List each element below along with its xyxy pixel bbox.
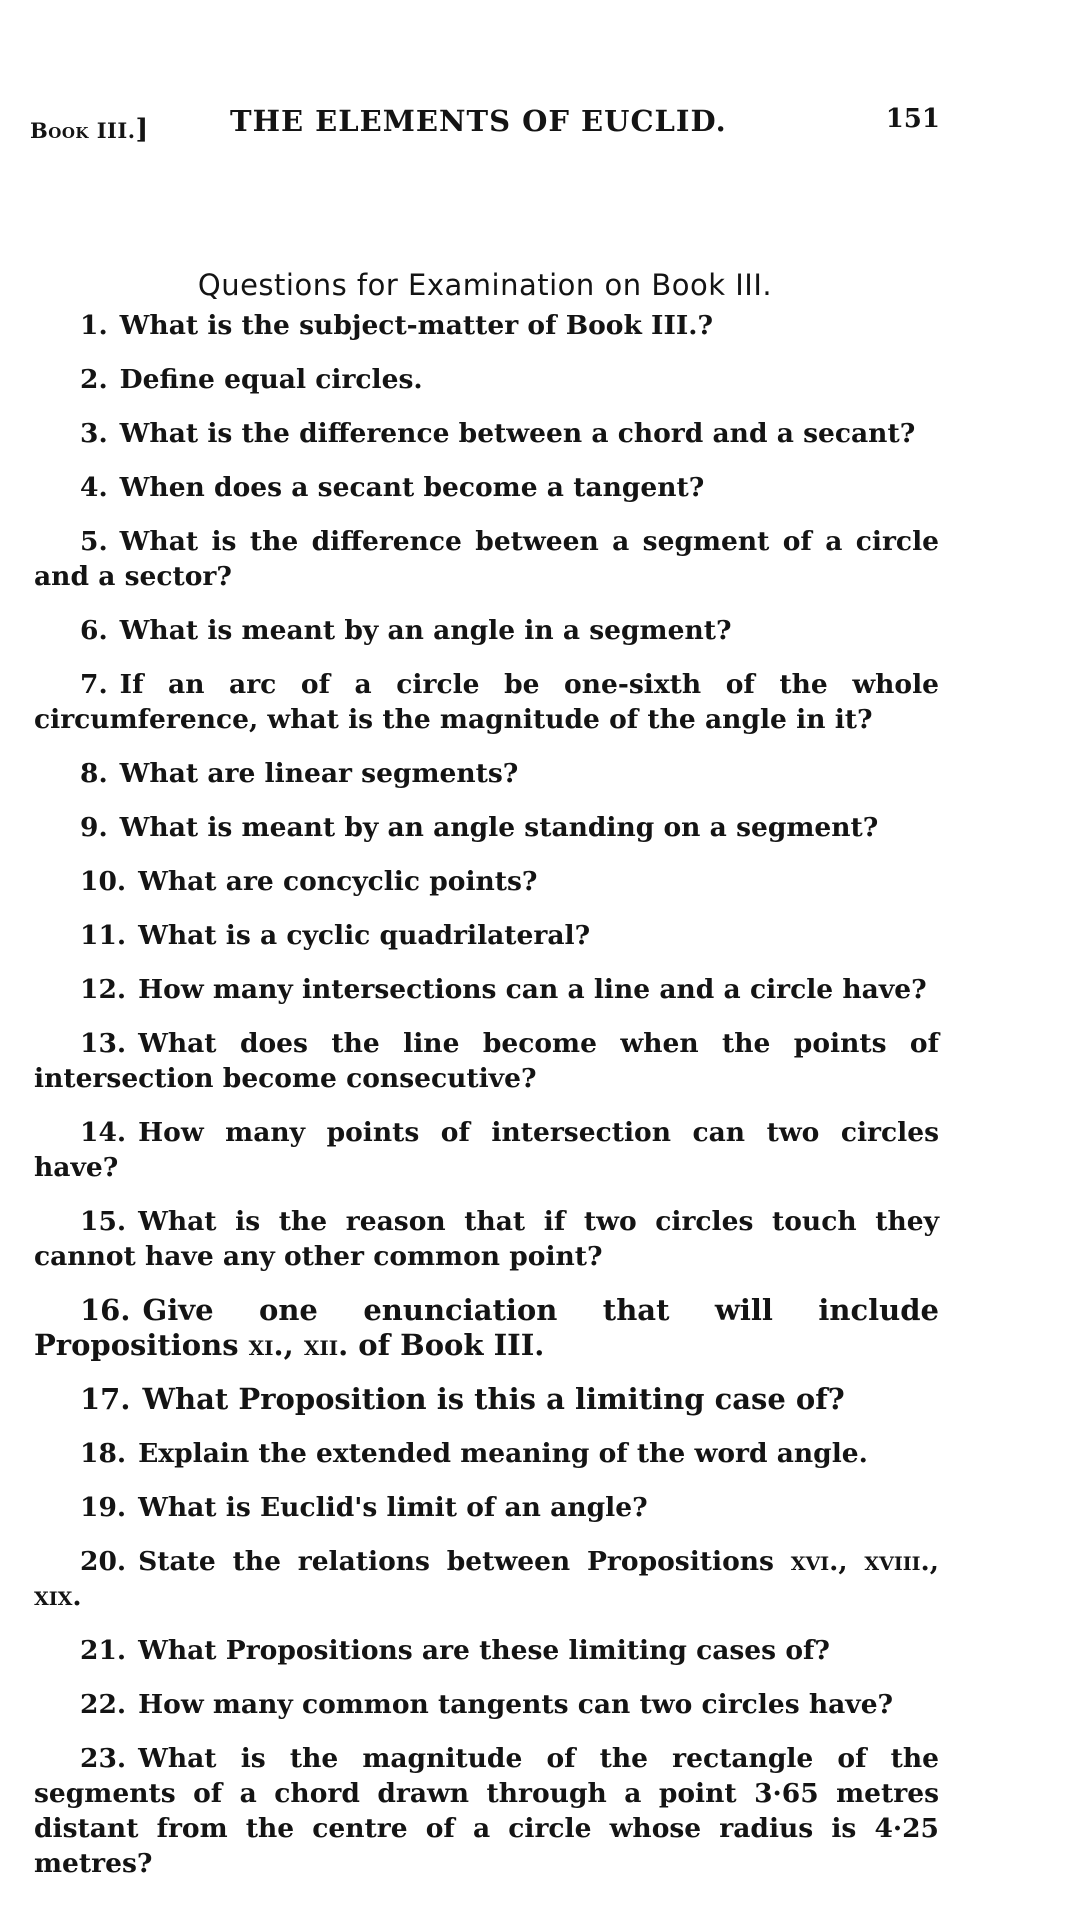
question-item xyxy=(34,1544,939,1614)
question-text: What Proposition is this a limiting case of? xyxy=(142,1382,845,1416)
question-text: What are linear segments? xyxy=(119,758,519,789)
question-item xyxy=(34,1490,939,1525)
proposition-ref: xvi. xyxy=(790,1546,839,1577)
question-item xyxy=(34,613,939,648)
question-text: , xyxy=(838,1546,865,1577)
question-number: 23. xyxy=(80,1743,127,1774)
question-item xyxy=(34,1633,939,1668)
question-item xyxy=(34,1687,939,1722)
question-number: 8. xyxy=(80,758,108,789)
proposition-ref: xi. xyxy=(248,1328,284,1362)
question-number: 18. xyxy=(80,1438,127,1469)
question-number: 11. xyxy=(80,920,127,951)
page-number: 151 xyxy=(885,104,940,134)
proposition-ref: xviii. xyxy=(864,1546,930,1577)
question-item xyxy=(34,972,939,1007)
question-text: , xyxy=(929,1546,940,1577)
section-heading: Questions for Examination on Book III. xyxy=(197,268,773,303)
question-text: State the relations between Propositions xyxy=(138,1546,791,1577)
question-item xyxy=(34,362,939,397)
question-text: If an arc of a circle be one-sixth of the whole circumference, what is the magnitude of the angle in it? xyxy=(34,669,939,735)
book-reference-text: Book III. xyxy=(30,118,136,143)
question-number: 22. xyxy=(80,1689,127,1720)
question-number: 13. xyxy=(80,1028,127,1059)
question-item xyxy=(34,1436,939,1471)
question-text: What is a cyclic quadrilateral? xyxy=(138,920,591,951)
book-reference-bracket: ] xyxy=(135,114,149,145)
question-item xyxy=(34,416,939,451)
question-number: 2. xyxy=(80,364,108,395)
question-number: 1. xyxy=(80,310,108,341)
question-text: How many points of intersection can two circles have? xyxy=(34,1117,939,1183)
question-item xyxy=(34,1115,939,1185)
question-text: When does a secant become a tangent? xyxy=(119,472,705,503)
question-text: Define equal circles. xyxy=(119,364,423,395)
question-text: What is meant by an angle in a segment? xyxy=(119,615,732,646)
question-text: What does the line become when the points of intersection become consecutive? xyxy=(34,1028,939,1094)
question-number: 15. xyxy=(80,1206,127,1237)
question-item xyxy=(34,756,939,791)
question-item xyxy=(34,524,939,594)
question-number: 10. xyxy=(80,866,127,897)
question-number: 9. xyxy=(80,812,108,843)
question-text: How many common tangents can two circles have? xyxy=(138,1689,894,1720)
running-title: THE ELEMENTS OF EUCLID. xyxy=(230,104,727,138)
question-item xyxy=(34,1293,939,1363)
question-item xyxy=(34,864,939,899)
question-text: What Propositions are these limiting cases of? xyxy=(138,1635,830,1666)
question-item xyxy=(34,470,939,505)
question-item xyxy=(34,1204,939,1274)
question-text: , xyxy=(283,1328,304,1362)
proposition-ref: xix. xyxy=(34,1581,82,1612)
question-item xyxy=(34,667,939,737)
question-item xyxy=(34,918,939,953)
question-number: 5. xyxy=(80,526,108,557)
question-number: 21. xyxy=(80,1635,127,1666)
question-number: 20. xyxy=(80,1546,127,1577)
question-list xyxy=(34,308,939,1900)
question-number: 17. xyxy=(80,1382,131,1416)
question-number: 3. xyxy=(80,418,108,449)
question-number: 19. xyxy=(80,1492,127,1523)
question-text: What is the difference between a segment of a circle and a sector? xyxy=(34,526,939,592)
question-item xyxy=(34,308,939,343)
question-number: 16. xyxy=(80,1293,131,1327)
question-text: How many intersections can a line and a circle have? xyxy=(138,974,927,1005)
running-head xyxy=(30,104,940,144)
proposition-ref: xii. xyxy=(303,1328,349,1362)
question-item xyxy=(34,810,939,845)
question-number: 7. xyxy=(80,669,108,700)
question-text: Explain the extended meaning of the word angle. xyxy=(138,1438,868,1469)
question-text: of Book III. xyxy=(348,1328,545,1362)
book-reference xyxy=(30,114,149,145)
question-text: Give one enunciation that will include Propositions xyxy=(34,1293,939,1362)
question-text: What is the subject-matter of Book III.? xyxy=(119,310,713,341)
question-item xyxy=(34,1741,939,1881)
question-number: 6. xyxy=(80,615,108,646)
question-text: What is meant by an angle standing on a segment? xyxy=(119,812,879,843)
question-item xyxy=(34,1026,939,1096)
question-number: 12. xyxy=(80,974,127,1005)
question-text: What is the reason that if two circles touch they cannot have any other common point? xyxy=(34,1206,939,1272)
question-item xyxy=(34,1382,939,1417)
question-text: What is Euclid's limit of an angle? xyxy=(138,1492,648,1523)
question-text: What is the magnitude of the rectangle of the segments of a chord drawn through a point 3·65 metres distant from the centre of a circle whose radius is 4·25 metres? xyxy=(34,1743,939,1879)
question-text: What is the difference between a chord and a secant? xyxy=(119,418,916,449)
question-number: 4. xyxy=(80,472,108,503)
question-text: What are concyclic points? xyxy=(138,866,538,897)
question-number: 14. xyxy=(80,1117,127,1148)
